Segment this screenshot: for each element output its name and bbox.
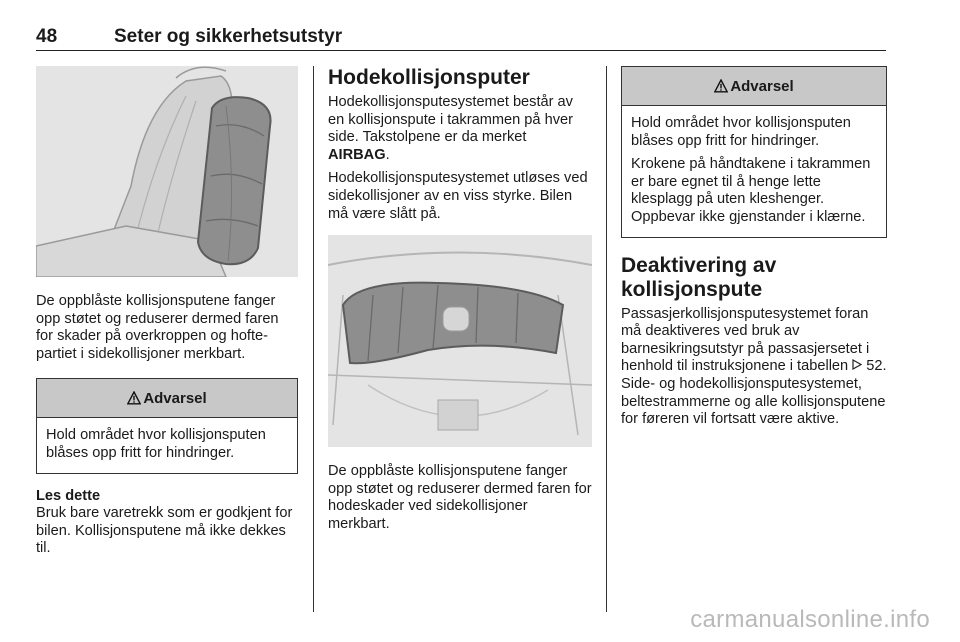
- page-header: [36, 24, 886, 51]
- warning-box: [621, 66, 887, 238]
- section-heading: Deaktivering av kollisjonspute: [621, 253, 777, 301]
- paragraph-text: .: [385, 146, 390, 163]
- paragraph-text: . Side- og hodekollisjonsputesystemet, beltestrammerne og alle kollisjonsputene for føreren vil fortsatt være aktive.: [621, 358, 887, 428]
- paragraph-text: Passasjerkollisjonsputesystemet foran må deaktiveres ved bruk av barnesikringsutstyr på passasjersetet i henhold til instruksjonene i tabellen: [621, 305, 870, 375]
- note-title: Les dette: [36, 487, 101, 504]
- figure-caption: De oppblåste kollisjonsputene fanger opp støtet og reduserer dermed faren for hodeskader ved sidekollisjoner merkbart.: [328, 463, 592, 532]
- warning-body: [622, 106, 886, 237]
- paragraph-text: Hodekollisjonsputesystemet består av en kollisjonspute i takrammen på hver side. Takstolpene er da merket: [328, 94, 573, 146]
- column-right: [621, 66, 887, 429]
- page-reference[interactable]: 52: [866, 358, 883, 375]
- note-text: Bruk bare varetrekk som er godkjent for bilen. Kollisjonsputene må ikke dekkes til.: [36, 505, 293, 557]
- warning-title: Advarsel: [143, 389, 207, 407]
- warning-triangle-icon: [127, 391, 141, 405]
- column-divider: [606, 66, 607, 612]
- warning-text: Hold området hvor kollisjonsputen blåses opp fritt for hindringer.: [46, 427, 266, 461]
- warning-triangle-icon: [714, 79, 728, 93]
- seat-airbag-illustration: [36, 66, 298, 277]
- page-number: 48: [36, 26, 58, 47]
- figure-caption: De oppblåste kollisjonsputene fanger opp støtet og reduserer dermed faren for skader på overkroppen og hoftepartiet i sidekollisjoner merkbart.: [36, 293, 279, 362]
- paragraph: Hodekollisjonsputesystemet utløses ved sidekollisjoner av en viss styrke. Bilen må være slått på.: [328, 170, 588, 222]
- head-airbag-illustration: [328, 235, 592, 447]
- warning-text: Hold området hvor kollisjonsputen blåses opp fritt for hindringer.: [631, 115, 851, 149]
- warning-header: [622, 67, 886, 106]
- warning-title: Advarsel: [730, 77, 794, 95]
- paragraph: [328, 94, 592, 164]
- warning-text: Krokene på håndtakene i takrammen er bare egnet til å henge lette klesplagg på uten kleshenger. Oppbevar ikke gjenstander i klærne.: [631, 156, 871, 225]
- section-heading: Hodekollisjonsputer: [328, 66, 530, 89]
- airbag-marking: AIRBAG: [328, 146, 386, 163]
- column-middle: [328, 66, 592, 534]
- warning-box: [36, 378, 298, 473]
- warning-body: [37, 418, 297, 472]
- column-left: [36, 66, 298, 558]
- paragraph: [621, 306, 887, 429]
- column-divider: [313, 66, 314, 612]
- warning-header: [37, 379, 297, 418]
- page-reference-arrow-icon: [852, 358, 862, 376]
- running-title: Seter og sikkerhetsutstyr: [114, 26, 343, 47]
- watermark: carmanualsonline.info: [690, 606, 930, 633]
